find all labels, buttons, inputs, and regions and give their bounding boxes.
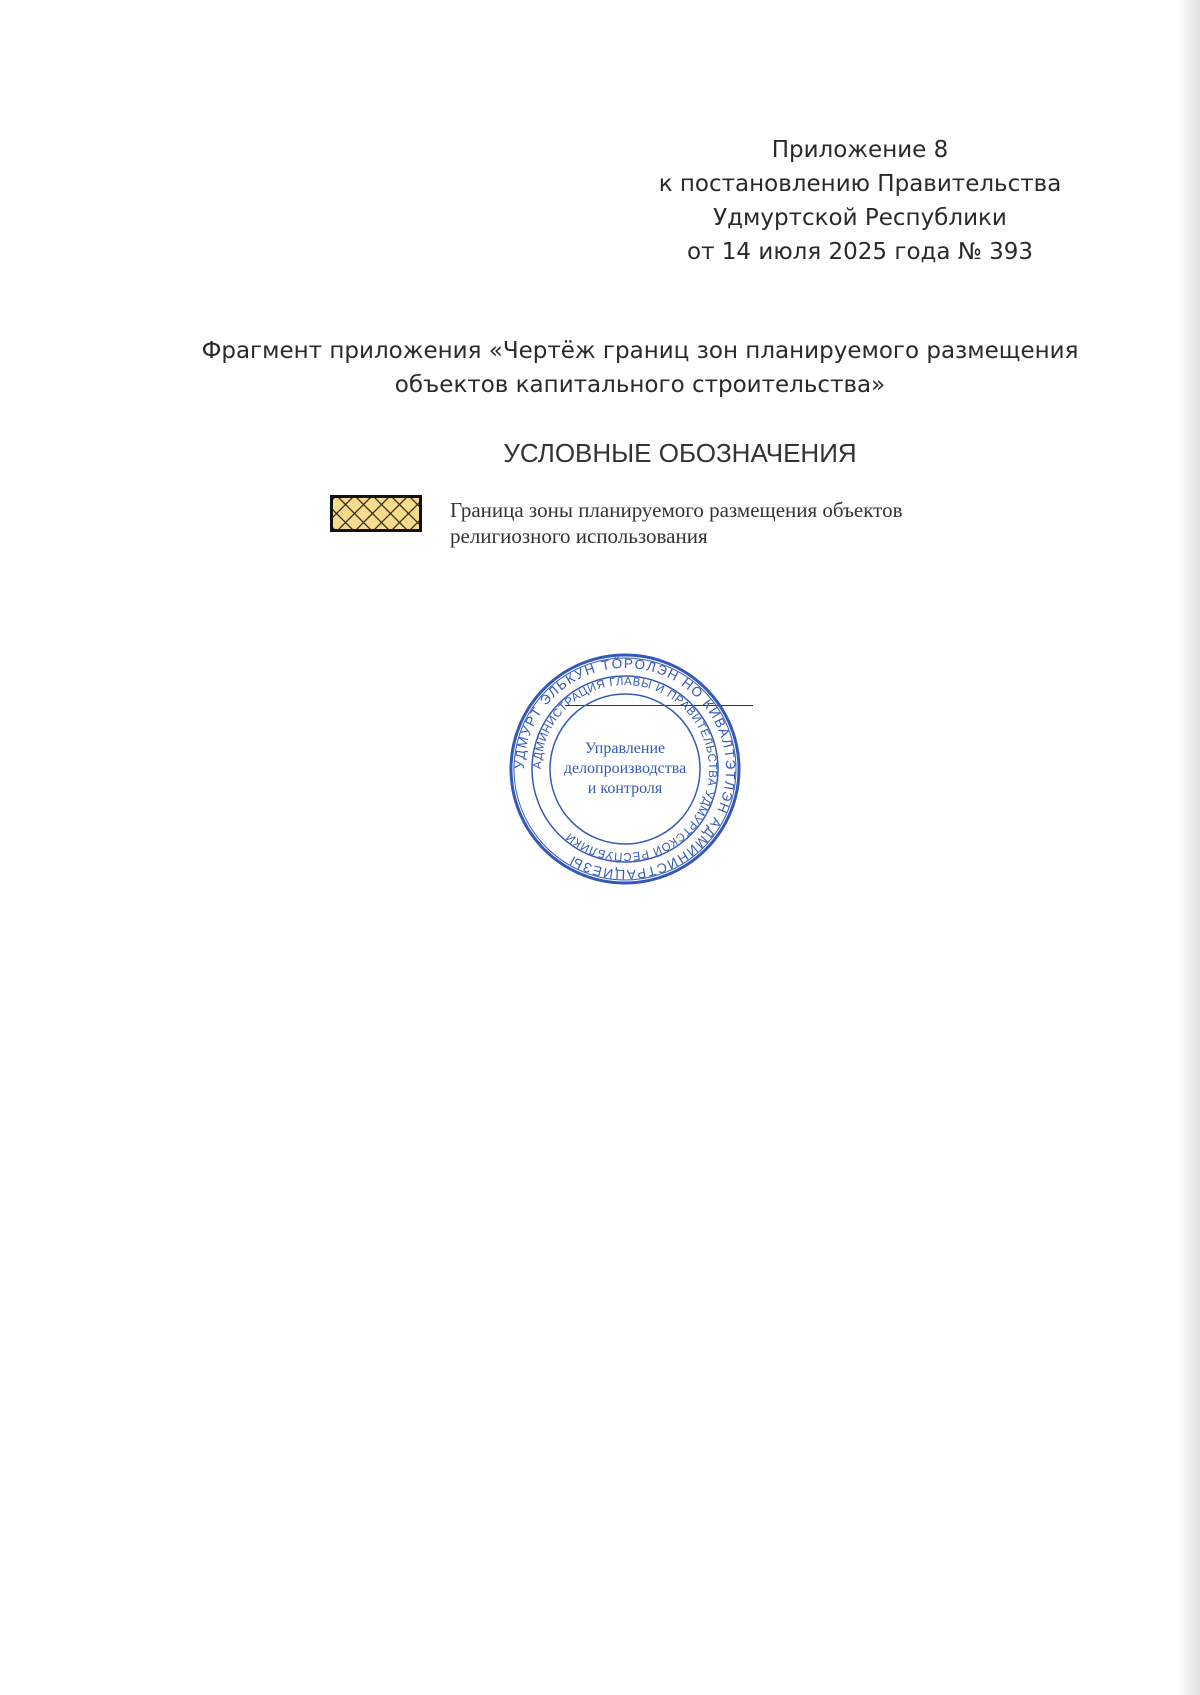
fragment-title-line-1: Фрагмент приложения «Чертёж границ зон планируемого размещения bbox=[201, 338, 1079, 364]
appendix-resolution-ref: к постановлению Правительства bbox=[658, 171, 1062, 197]
seal-center-line-1: Управление bbox=[584, 740, 666, 757]
seal-center-line-2: делопроизводства bbox=[563, 760, 687, 777]
seal-center-line-3: и контроля bbox=[587, 780, 663, 797]
appendix-reference bbox=[640, 133, 1080, 269]
appendix-republic: Удмуртской Республики bbox=[713, 205, 1007, 231]
fragment-title-line-2: объектов капитального строительства» bbox=[394, 372, 886, 398]
legend-item-line-1: Граница зоны планируемого размещения объектов bbox=[450, 498, 903, 522]
fragment-title bbox=[190, 334, 1090, 402]
seal-inner-ring-text: АДМИНИСТРАЦИЯ ГЛАВЫ И ПРАВИТЕЛЬСТВА УДМУРТСКОЙ РЕСПУБЛИКИ bbox=[531, 675, 719, 863]
appendix-number: Приложение 8 bbox=[771, 137, 949, 163]
official-seal-stamp bbox=[508, 652, 742, 886]
legend-heading: УСЛОВНЫЕ ОБОЗНАЧЕНИЯ bbox=[503, 438, 857, 468]
legend-swatch-hatched bbox=[330, 495, 422, 532]
seal-outer-ring-text: УДМУРТ ЭЛЬКУН ТӦРОЛЭН НО КИВАЛТЭТЛЭН АДМИНИСТРАЦИЕЗЫ bbox=[511, 655, 739, 883]
scan-edge-shadow bbox=[1178, 0, 1200, 1695]
appendix-date-number: от 14 июля 2025 года № 393 bbox=[687, 239, 1033, 265]
legend-item-line-2: религиозного использования bbox=[450, 524, 708, 548]
legend-item-label bbox=[450, 497, 1050, 549]
